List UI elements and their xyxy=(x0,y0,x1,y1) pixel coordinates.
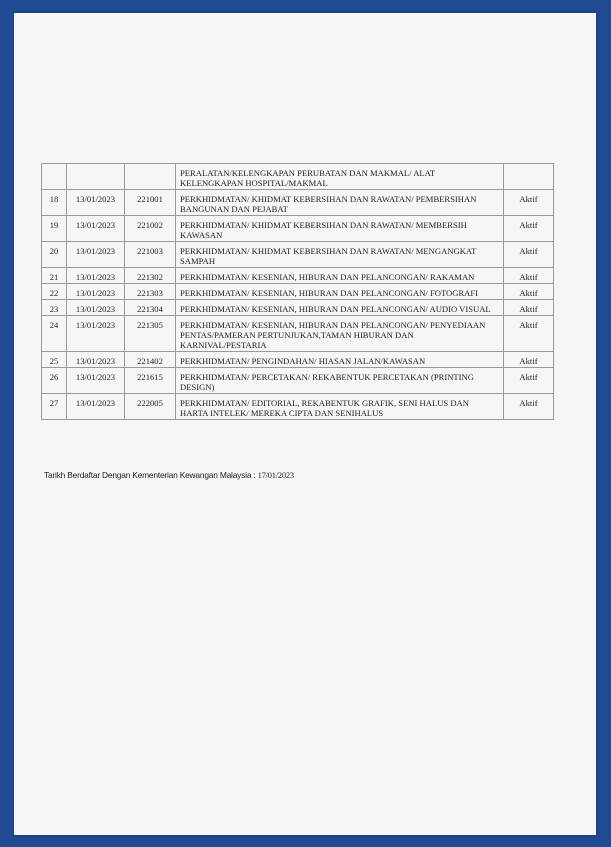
registration-date-label: Tarikh Berdaftar Dengan Kementerian Kewangan Malaysia : xyxy=(44,470,258,480)
description-cell: PERKHIDMATAN/ EDITORIAL, REKABENTUK GRAFIK, SENI HALUS DAN HARTA INTELEK/ MEREKA CIPTA DAN SENIHALUS xyxy=(176,394,504,420)
row-number-cell: 25 xyxy=(42,352,67,368)
row-number-cell: 22 xyxy=(42,284,67,300)
date-cell: 13/01/2023 xyxy=(67,216,125,242)
date-cell xyxy=(67,164,125,190)
row-number-cell: 23 xyxy=(42,300,67,316)
registration-table xyxy=(41,163,554,420)
code-cell: 221303 xyxy=(125,284,176,300)
code-cell: 221001 xyxy=(125,190,176,216)
row-number-cell: 24 xyxy=(42,316,67,352)
status-cell: Aktif xyxy=(504,190,554,216)
row-number-cell: 19 xyxy=(42,216,67,242)
description-cell: PERKHIDMATAN/ PERCETAKAN/ REKABENTUK PERCETAKAN (PRINTING DESIGN) xyxy=(176,368,504,394)
code-cell: 221305 xyxy=(125,316,176,352)
date-cell: 13/01/2023 xyxy=(67,300,125,316)
description-cell: PERKHIDMATAN/ KHIDMAT KEBERSIHAN DAN RAWATAN/ MEMBERSIH KAWASAN xyxy=(176,216,504,242)
description-cell: PERKHIDMATAN/ KESENIAN, HIBURAN DAN PELANCONGAN/ FOTOGRAFI xyxy=(176,284,504,300)
code-cell: 221302 xyxy=(125,268,176,284)
table-row xyxy=(42,394,554,420)
table-row xyxy=(42,284,554,300)
status-cell: Aktif xyxy=(504,216,554,242)
status-cell xyxy=(504,164,554,190)
status-cell: Aktif xyxy=(504,352,554,368)
description-cell: PERKHIDMATAN/ KESENIAN, HIBURAN DAN PELANCONGAN/ PENYEDIAAN PENTAS/PAMERAN PERTUNJUKAN,TAMAN HIBURAN DAN KARNIVAL/PESTARIA xyxy=(176,316,504,352)
date-cell: 13/01/2023 xyxy=(67,242,125,268)
document-page xyxy=(14,13,596,835)
description-cell: PERKHIDMATAN/ PENGINDAHAN/ HIASAN JALAN/KAWASAN xyxy=(176,352,504,368)
table-row xyxy=(42,216,554,242)
row-number-cell: 18 xyxy=(42,190,67,216)
date-cell: 13/01/2023 xyxy=(67,394,125,420)
status-cell: Aktif xyxy=(504,300,554,316)
row-number-cell xyxy=(42,164,67,190)
registration-date-value: 17/01/2023 xyxy=(257,471,294,480)
table-row xyxy=(42,164,554,190)
description-cell: PERALATAN/KELENGKAPAN PERUBATAN DAN MAKMAL/ ALAT KELENGKAPAN HOSPITAL/MAKMAL xyxy=(176,164,504,190)
table-row xyxy=(42,242,554,268)
code-cell xyxy=(125,164,176,190)
date-cell: 13/01/2023 xyxy=(67,190,125,216)
code-cell: 222005 xyxy=(125,394,176,420)
table-row xyxy=(42,316,554,352)
row-number-cell: 27 xyxy=(42,394,67,420)
date-cell: 13/01/2023 xyxy=(67,268,125,284)
date-cell: 13/01/2023 xyxy=(67,284,125,300)
date-cell: 13/01/2023 xyxy=(67,316,125,352)
code-cell: 221003 xyxy=(125,242,176,268)
status-cell: Aktif xyxy=(504,242,554,268)
status-cell: Aktif xyxy=(504,316,554,352)
code-cell: 221304 xyxy=(125,300,176,316)
code-cell: 221402 xyxy=(125,352,176,368)
date-cell: 13/01/2023 xyxy=(67,352,125,368)
date-cell: 13/01/2023 xyxy=(67,368,125,394)
row-number-cell: 21 xyxy=(42,268,67,284)
status-cell: Aktif xyxy=(504,268,554,284)
description-cell: PERKHIDMATAN/ KESENIAN, HIBURAN DAN PELANCONGAN/ RAKAMAN xyxy=(176,268,504,284)
table-row xyxy=(42,190,554,216)
table-body xyxy=(42,164,554,420)
status-cell: Aktif xyxy=(504,284,554,300)
registration-date-note xyxy=(44,470,294,480)
description-cell: PERKHIDMATAN/ KHIDMAT KEBERSIHAN DAN RAWATAN/ PEMBERSIHAN BANGUNAN DAN PEJABAT xyxy=(176,190,504,216)
description-cell: PERKHIDMATAN/ KHIDMAT KEBERSIHAN DAN RAWATAN/ MENGANGKAT SAMPAH xyxy=(176,242,504,268)
row-number-cell: 20 xyxy=(42,242,67,268)
description-cell: PERKHIDMATAN/ KESENIAN, HIBURAN DAN PELANCONGAN/ AUDIO VISUAL xyxy=(176,300,504,316)
status-cell: Aktif xyxy=(504,394,554,420)
code-cell: 221615 xyxy=(125,368,176,394)
row-number-cell: 26 xyxy=(42,368,67,394)
code-cell: 221002 xyxy=(125,216,176,242)
table-row xyxy=(42,300,554,316)
table-row xyxy=(42,268,554,284)
status-cell: Aktif xyxy=(504,368,554,394)
table-row xyxy=(42,352,554,368)
table-row xyxy=(42,368,554,394)
